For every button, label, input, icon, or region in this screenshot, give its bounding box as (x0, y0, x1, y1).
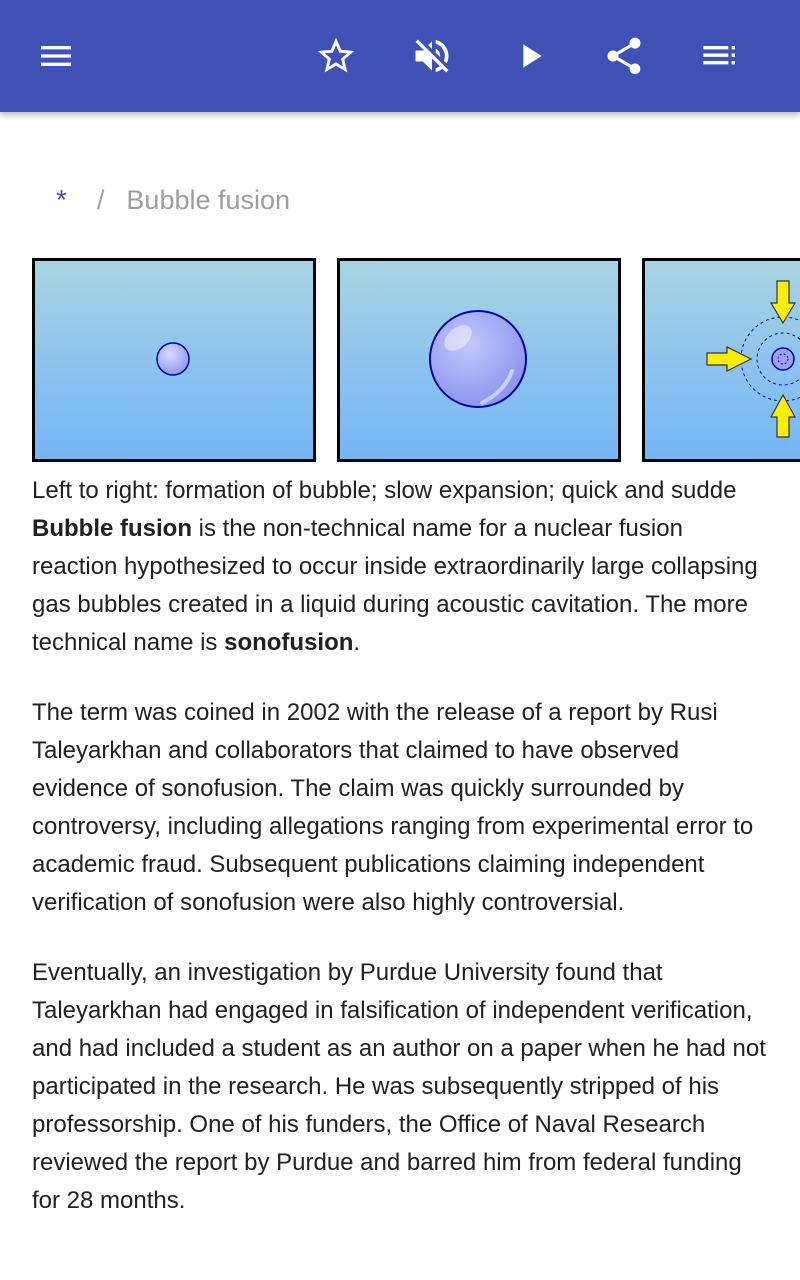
bubble-formation-image[interactable] (32, 258, 316, 462)
article-content[interactable] (0, 112, 800, 1280)
article-text: is the non-technical name for a nuclear fusion reaction hypothesized to occur inside extraordinarily large collapsing gas bubbles created in a liquid during acoustic cavitation. The more technical name is (32, 515, 758, 656)
playlist-icon[interactable] (688, 24, 752, 88)
volume-off-icon[interactable] (400, 24, 464, 88)
share-icon[interactable] (592, 24, 656, 88)
article-term-bold: sonofusion (224, 629, 354, 656)
menu-icon[interactable] (24, 24, 88, 88)
breadcrumb-current: Bubble fusion (126, 184, 291, 215)
article-paragraph (32, 510, 772, 662)
breadcrumb-home-link[interactable]: * (56, 184, 67, 215)
bubble-collapse-image[interactable] (642, 258, 800, 462)
article-text: . (353, 629, 361, 656)
article-paragraph: Eventually, an investigation by Purdue University found that Taleyarkhan had engaged in falsification of independent verification, and had included a student as an author on a paper when he had not participated in the research. He was subsequently stripped of his professorship. One of his funders, the Office of Naval Research reviewed the report by Purdue and barred him from federal funding for 28 months. (32, 959, 766, 1214)
article-paragraph: The term was coined in 2002 with the release of a report by Rusi Taleyarkhan and collaborators that claimed to have observed evidence of sonofusion. The claim was quickly surrounded by controversy, including allegations ranging from experimental error to academic fraud. Subsequent publications claiming independent verification of sonofusion were also highly controversial. (32, 699, 754, 916)
star-outline-icon[interactable] (304, 24, 368, 88)
app-toolbar (0, 0, 800, 112)
article-term-bold: Bubble fusion (32, 515, 192, 542)
bubble-expansion-image[interactable] (337, 258, 621, 462)
play-icon[interactable] (498, 24, 562, 88)
image-gallery[interactable] (32, 258, 800, 462)
breadcrumb (56, 180, 290, 220)
image-caption: Left to right: formation of bubble; slow expansion; quick and sudde (32, 477, 737, 504)
breadcrumb-separator: / (96, 184, 105, 215)
article-body (32, 510, 772, 1252)
